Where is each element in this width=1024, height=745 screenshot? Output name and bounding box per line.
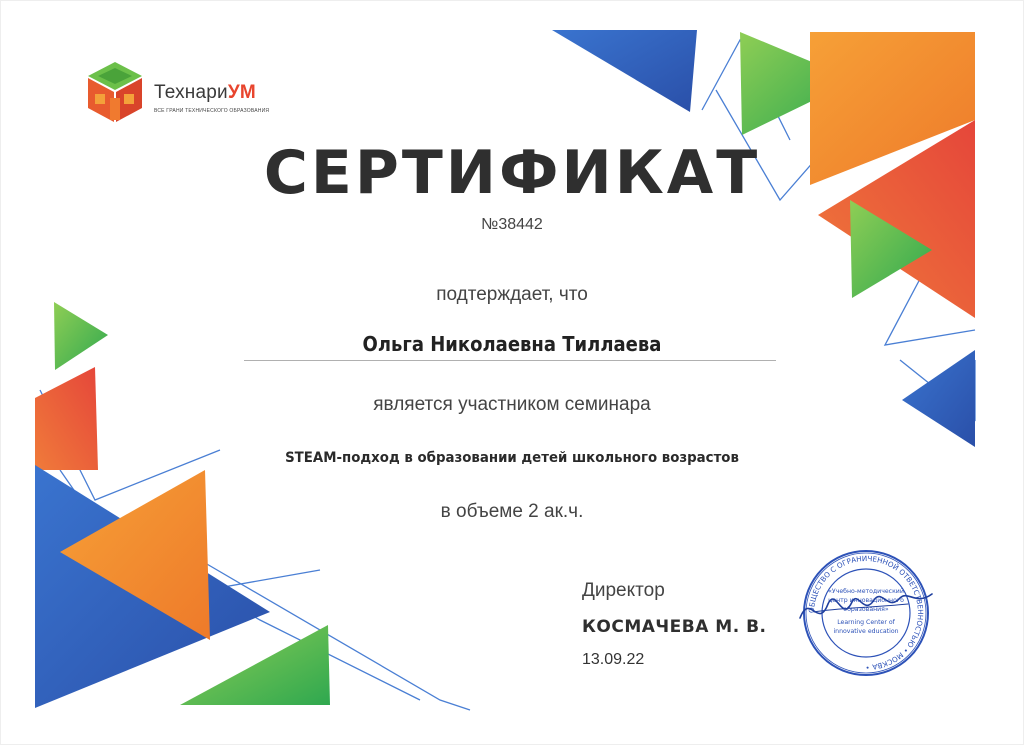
confirms-text: подтерждает, что [436,284,588,305]
certificate-title: СЕРТИФИКАТ [263,138,761,208]
director-name: КОСМАЧЕВА М. В. [582,617,767,637]
issue-date: 13.09.22 [582,651,645,668]
recipient-name: Ольга Николаевна Тиллаева [362,332,662,356]
logo-tagline: ВСЕ ГРАНИ ТЕХНИЧЕСКОГО ОБРАЗОВАНИЯ [154,108,270,114]
technarium-logo [82,58,282,130]
blue-triangle-top [552,30,697,112]
svg-text:ОБЩЕСТВО С ОГРАНИЧЕННОЙ ОТВЕТС: ОБЩЕСТВО С ОГРАНИЧЕННОЙ ОТВЕТСТВЕННОСТЬЮ • МОСКВА • [806,553,926,673]
svg-text:Learning Center of: Learning Center of [837,619,895,626]
participant-text: является участником семинара [373,394,651,415]
logo-wordmark: ТехнариУМ [154,82,256,103]
logo-cube-icon [82,58,148,128]
svg-text:образования»: образования» [843,606,889,613]
svg-text:центр инновационного: центр инновационного [828,597,904,604]
name-underline [244,360,776,361]
certificate-number: №38442 [481,216,543,233]
seminar-topic: STEAM-подход в образовании детей школьного возрастов [285,450,739,466]
svg-text:innovative education: innovative education [833,628,899,635]
svg-text:«Учебно-методический: «Учебно-методический [828,588,904,595]
director-label: Директор [582,580,665,601]
official-seal [796,548,936,678]
course-volume: в объеме 2 ак.ч. [440,501,584,522]
